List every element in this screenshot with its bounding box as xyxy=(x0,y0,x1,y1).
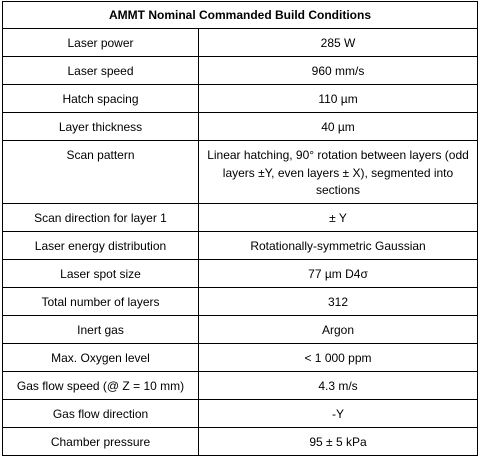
table-row xyxy=(3,204,478,232)
parameter-cell: Total number of layers xyxy=(3,288,199,316)
value-cell: -Y xyxy=(199,400,478,428)
value-cell: 110 µm xyxy=(199,85,478,113)
value-cell: 960 mm/s xyxy=(199,57,478,85)
value-cell: Linear hatching, 90° rotation between layers (odd layers ±Y, even layers ± X), segmented into sections xyxy=(199,141,478,204)
parameter-cell: Laser speed xyxy=(3,57,199,85)
value-cell: 285 W xyxy=(199,29,478,57)
table-row xyxy=(3,113,478,141)
table-row xyxy=(3,85,478,113)
table-title: AMMT Nominal Commanded Build Conditions xyxy=(3,2,478,29)
table-row xyxy=(3,316,478,344)
value-cell: 4.3 m/s xyxy=(199,372,478,400)
build-conditions-table xyxy=(2,1,478,456)
value-cell: 77 µm D4σ xyxy=(199,260,478,288)
parameter-cell: Laser power xyxy=(3,29,199,57)
parameter-cell: Max. Oxygen level xyxy=(3,344,199,372)
parameter-cell: Gas flow speed (@ Z = 10 mm) xyxy=(3,372,199,400)
parameter-cell: Inert gas xyxy=(3,316,199,344)
value-cell: 40 µm xyxy=(199,113,478,141)
parameter-cell: Scan pattern xyxy=(3,141,199,204)
table-row xyxy=(3,344,478,372)
value-cell: < 1 000 ppm xyxy=(199,344,478,372)
value-cell: 95 ± 5 kPa xyxy=(199,428,478,456)
table-row xyxy=(3,141,478,204)
parameter-cell: Laser spot size xyxy=(3,260,199,288)
value-cell: 312 xyxy=(199,288,478,316)
parameter-cell: Laser energy distribution xyxy=(3,232,199,260)
parameter-cell: Gas flow direction xyxy=(3,400,199,428)
table-row xyxy=(3,57,478,85)
table-header-row xyxy=(3,2,478,29)
parameter-cell: Scan direction for layer 1 xyxy=(3,204,199,232)
parameter-cell: Layer thickness xyxy=(3,113,199,141)
parameter-cell: Hatch spacing xyxy=(3,85,199,113)
table-row xyxy=(3,288,478,316)
table-row xyxy=(3,232,478,260)
table-row xyxy=(3,428,478,456)
table-row xyxy=(3,372,478,400)
parameter-cell: Chamber pressure xyxy=(3,428,199,456)
table-row xyxy=(3,400,478,428)
table-row xyxy=(3,260,478,288)
value-cell: Rotationally-symmetric Gaussian xyxy=(199,232,478,260)
value-cell: ± Y xyxy=(199,204,478,232)
value-cell: Argon xyxy=(199,316,478,344)
table-row xyxy=(3,29,478,57)
